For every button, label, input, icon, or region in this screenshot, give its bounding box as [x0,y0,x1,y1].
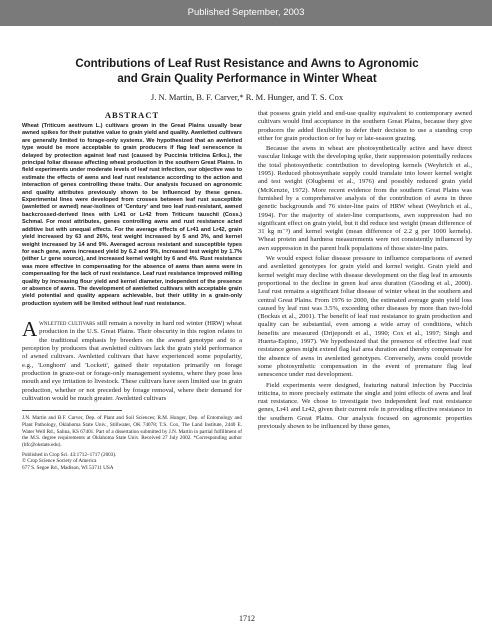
page-number: 1712 [239,614,255,623]
footnote-published: Published in Crop Sci. 43:1712–1717 (2003). [22,451,117,458]
body-paragraph-2: Because the awns in wheat are photosynthetically active and have direct vascular linkage with the developing spike, their suppression potentially reduces the total photosynthetic contribution to developing kernels (Weyhrich et al., 1995). Reduced photosynthate supply could translate into lower kernel weight and test weight (Olugbemi et al., 1976) and possibly reduced grain yield (McKenzie, 1972). More recent evidence from the southern Great Plains was furnished by a comprehensive analysis of the contribution of awns in three genetic backgrounds and 76 sister-line pairs of HRW wheat (Weyhrich et al., 1994). For the majority of sister-line comparisons, awn suppression had no significant effect on grain yield, but it did reduce test weight (mean difference of 31 kg m⁻³) and kernel weight (mean difference of 2.2 g per 1000 kernels). Wheat protein and hardness measurements were not consistently influenced by awn suppression in the parent bulk populations of those sister-line pairs. [258,145,472,252]
abstract-heading: ABSTRACT [104,110,160,120]
article-page [22,30,472,630]
intro-text: still remain a novelty in hard red winter (HRW) wheat production in the U.S. Great Plains. Their obscurity in this region relates to the traditional emphasis by breeders on the awned genotype and to a perception by producers that awnletted cultivars lack the grain yield performance of awned cultivars. Awnletted cultivars that have experienced some popularity, e.g., 'Longhorn' and 'Lockett', gained their reputation primarily on forage production in graze-out or forage-only management systems, where they pose less mouth and eye irritation to livestock. These cultivars have seen limited use in grain production, whether or not preceded by forage removal, where their demand for cultivation would be much greater. Awnletted cultivars [22,320,242,402]
footnotes [22,415,242,472]
right-column [258,110,472,433]
drop-cap: A [22,317,38,342]
introduction-paragraph [22,317,242,403]
footnote-address: 677 S. Segoe Rd., Madison, WI 53711 USA [22,465,114,472]
footnote-society: © Crop Science Society of America [22,458,97,465]
footnote-rule [22,410,122,411]
body-paragraph-1: that possess grain yield and end-use quality equivalent to contemporary awned cultivars would find acceptance in the southern Great Plains, because they give producers the added flexibility to defer their decision to use a standing crop either for grain production or for hay or late-season grazing. [258,110,472,142]
publication-info [22,452,242,472]
body-paragraph-4: Field experiments were designed, featuring natural infection by Puccinia triticina, to more precisely estimate the single and joint effects of awns and leaf rust resistance. We chose to investigate two independent leaf rust resistance genes, Lr41 and Lr42, given their current role in providing effective resistance in the southern Great Plains. Our analysis focused on agronomic properties previously shown to be influenced by these genes, [258,381,472,430]
intro-smallcaps: wnletted cultivars [39,320,96,328]
article-title [22,57,472,87]
publication-banner: Published September, 2003 [0,0,492,26]
author-list: J. N. Martin, B. F. Carver,* R. M. Hunger, and T. S. Cox [150,92,344,102]
body-paragraph-3: We would expect foliar disease pressure to influence comparisons of awned and awnletted genotypes for grain yield and kernel weight. Grain yield and kernel weight may decline with disease development on the flag leaf in amounts proportional to the decline in green leaf area duration (Gooding et al., 2000). Leaf rust remains a significant foliar disease of winter wheat in the southern and central Great Plains. From 1976 to 2000, the estimated average grain yield loss caused by leaf rust was 3.5%, exceeding other diseases by more than two-fold (Bockus et al., 2001). The benefit of leaf rust resistance to grain production and quality can be substantial, even among a wide array of conditions, which benefits are measured (Drijepondt et al., 1990; Cox et al., 1997; Singh and Huerta-Espino, 1997). We hypothesized that the presence of effective leaf rust resistance genes might extend flag leaf area duration and thereby compensate for the absence of awns in awnletted genotypes. Conversely, awns could provide some photosynthetic compensation in the event of premature flag leaf senescence under rust development. [258,255,472,379]
title-line-2: and Grain Quality Performance in Winter Wheat [117,73,377,85]
abstract-body: Wheat (Triticum aestivum L.) cultivars grown in the Great Plains usually bear awned spikes for their putative value to grain yield and quality. Awnletted cultivars are generally limited to forage-only systems. We hypothesized that an awnletted type would be more acceptable to grain producers if flag leaf senescence is delayed by protection against leaf rust (caused by Puccinia triticina Eriks.), the principal foliar disease affecting wheat production in the southern Great Plains. In field experiments under moderate levels of leaf rust infection, our objective was to estimate the effects of awns and leaf rust resistance according to the action and interaction of genes controlling these traits. Our analysis focused on agronomic and quality attributes previously shown to be influenced by these genes. Experimental lines were developed from crosses between leaf rust susceptible (awnletted or awned) near-isolines of 'Century' and two leaf rust-resistant, awned backcrossed-derived lines with Lr41 or Lr42 from Triticum tauschii (Coss.) Schmal. For most attributes, genes controlling awns and rust resistance acted additive but with unequal effects. For the average effects of Lr41 and Lr42, grain yield increased by 63 and 26%, test weight increased by 5 and 3%, and kernel weight increased by 14 and 9%. Averaged across resistant and susceptible types for each gene, awns increased yield by 6.2 and 9%, increased test weight by 1.7% (either Lr gene source), and increased kernel weight by 6 and 4%. Rust resistance was more effective in compensating for the absence of awns than awns were in compensating for the lack of rust resistance. Leaf rust resistance improved milling quality by increasing flour yield and kernel diameter, independent of the presence or absence of awns. The development of awnletted cultivars with acceptable grain yield potential and quality appears achievable, but their utility in a grain-only production system will be limited without leaf rust resistance. [22,123,242,307]
left-column [22,110,242,472]
footnote-affiliation: J.N. Martin and B.F. Carver, Dep. of Plant and Soil Sciences; R.M. Hunger, Dep. of Entomology and Plant Pathology, Oklahoma State Univ., Stillwater, OK 74078; T.S. Cox, The Land Institute, 2440 E. Water Well Rd., Salina, KS 67401. Part of a dissertation submitted by J.N. Martin in partial fulfillment of the M.S. degree requirements at Oklahoma State Univ. Received 27 July 2002. *Corresponding author (bfc@okstate.edu). [22,415,242,448]
title-line-1: Contributions of Leaf Rust Resistance and Awns to Agronomic [75,58,419,70]
